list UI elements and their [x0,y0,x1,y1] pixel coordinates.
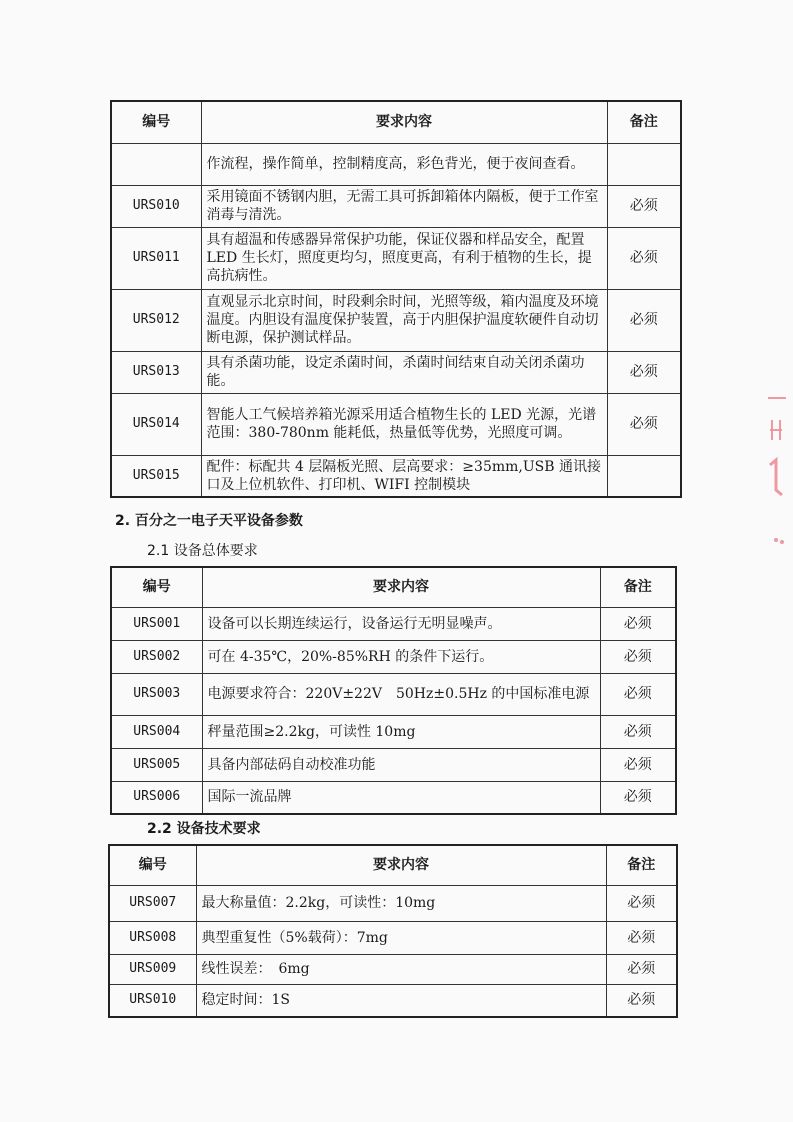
row-content: 智能人工气候培养箱光源采用适合植物生长的 LED 光源，光谱范围：380-780nm 能耗低，热量低等优势，光照度可调。 [201,393,607,455]
row-id: URS009 [109,954,196,984]
table-row [111,143,681,185]
header-id: 编号 [111,567,202,607]
row-id: URS008 [109,921,196,954]
table-row [111,351,681,393]
row-content: 采用镜面不锈钢内胆，无需工具可拆卸箱体内隔板，便于工作室消毒与清洗。 [201,185,607,227]
table-row [111,185,681,227]
table-row [111,607,676,640]
overall-requirements-table [110,566,677,815]
header-content: 要求内容 [196,845,606,885]
row-content: 具备内部砝码自动校准功能 [202,748,600,781]
requirements-table-continued [110,100,682,498]
table-row [109,921,677,954]
table-header-row [109,845,677,885]
table-row [109,984,677,1017]
row-note [607,455,681,497]
row-content: 秤量范围≥2.2kg，可读性 10mg [202,715,600,748]
seal-fragment [758,390,788,560]
row-content: 直观显示北京时间，时段剩余时间，光照等级，箱内温度及环境温度。内胆设有温度保护装置，高于内胆保护温度软硬件自动切断电源，保护测试样品。 [201,289,607,351]
row-note: 必须 [607,393,681,455]
header-content: 要求内容 [202,567,600,607]
row-content: 配件：标配共 4 层隔板光照、层高要求：≥35mm,USB 通讯接口及上位机软件、打印机、WIFI 控制模块 [201,455,607,497]
row-id: URS004 [111,715,202,748]
row-content: 作流程，操作简单，控制精度高，彩色背光，便于夜间查看。 [201,143,607,185]
table-header-row [111,101,681,143]
row-content: 最大称量值：2.2kg，可读性：10mg [196,885,606,921]
row-content: 典型重复性（5%载荷）：7mg [196,921,606,954]
table-row [111,781,676,814]
header-note: 备注 [606,845,677,885]
row-content: 设备可以长期连续运行，设备运行无明显噪声。 [202,607,600,640]
row-id: URS012 [111,289,201,351]
row-note: 必须 [606,984,677,1017]
row-id: URS001 [111,607,202,640]
section-title-overall: 2.1 设备总体要求 [147,543,258,559]
row-note: 必须 [600,715,676,748]
row-content: 线性误差： 6mg [196,954,606,984]
row-content: 稳定时间：1S [196,984,606,1017]
technical-requirements-table [108,844,678,1018]
header-id: 编号 [111,101,201,143]
row-id: URS005 [111,748,202,781]
row-id: URS011 [111,227,201,289]
row-note: 必须 [606,921,677,954]
row-content: 可在 4-35℃，20%-85%RH 的条件下运行。 [202,640,600,673]
row-note: 必须 [607,351,681,393]
table-row [111,289,681,351]
row-id: URS006 [111,781,202,814]
table-row [111,393,681,455]
table-header-row [111,567,676,607]
row-content: 具有杀菌功能，设定杀菌时间，杀菌时间结束自动关闭杀菌功能。 [201,351,607,393]
table-row [111,227,681,289]
table-row [111,455,681,497]
header-note: 备注 [600,567,676,607]
row-id: URS003 [111,673,202,715]
row-id: URS010 [111,185,201,227]
row-note: 必须 [607,185,681,227]
table-row [111,748,676,781]
row-note: 必须 [607,227,681,289]
table-row [111,640,676,673]
table-row [111,715,676,748]
row-note: 必须 [600,607,676,640]
header-id: 编号 [109,845,196,885]
row-content: 国际一流品牌 [202,781,600,814]
table-row [111,673,676,715]
table-row [109,885,677,921]
row-note: 必须 [600,748,676,781]
table-row [109,954,677,984]
row-id: URS015 [111,455,201,497]
row-content: 电源要求符合：220V±22V 50Hz±0.5Hz 的中国标准电源 [202,673,600,715]
row-note: 必须 [600,640,676,673]
row-id: URS013 [111,351,201,393]
row-id: URS010 [109,984,196,1017]
row-note: 必须 [607,289,681,351]
row-note: 必须 [600,673,676,715]
row-note: 必须 [606,954,677,984]
row-id [111,143,201,185]
row-id: URS014 [111,393,201,455]
section-title-technical: 2.2 设备技术要求 [147,821,261,837]
header-content: 要求内容 [201,101,607,143]
row-note: 必须 [600,781,676,814]
header-note: 备注 [607,101,681,143]
row-content: 具有超温和传感器异常保护功能，保证仪器和样品安全，配置 LED 生长灯，照度更均匀，照度更高，有利于植物的生长，提高抗病性。 [201,227,607,289]
row-id: URS002 [111,640,202,673]
row-id: URS007 [109,885,196,921]
row-note [607,143,681,185]
section-title-balance: 2. 百分之一电子天平设备参数 [115,513,303,529]
row-note: 必须 [606,885,677,921]
